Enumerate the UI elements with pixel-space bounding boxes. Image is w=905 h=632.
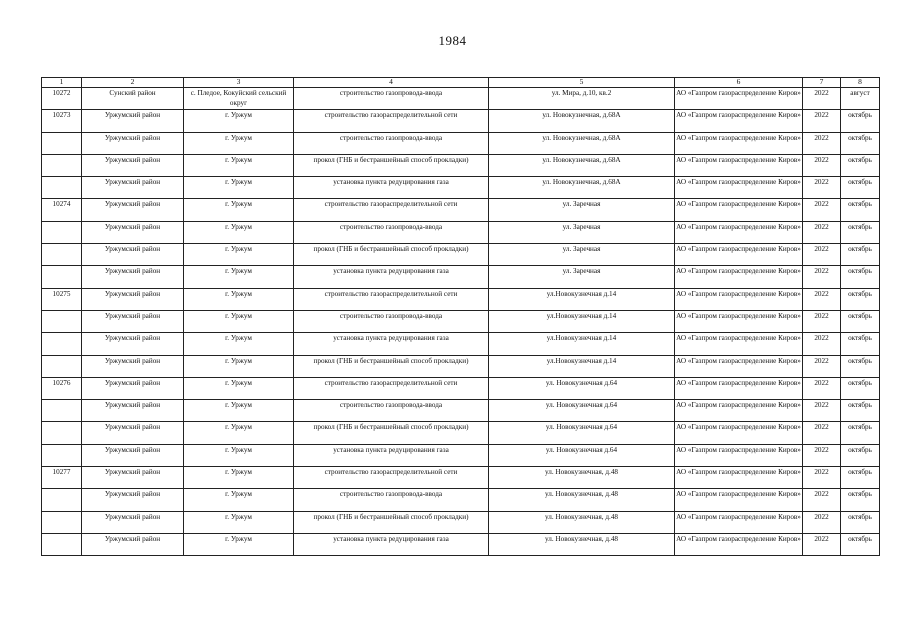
cell-address: ул. Новокузнечная, д.48 — [489, 489, 675, 511]
cell-number — [42, 310, 82, 332]
cell-month: октябрь — [841, 355, 880, 377]
cell-address: ул. Новокузнечная, д.68А — [489, 110, 675, 132]
cell-address: ул.Новокузнечная д.14 — [489, 355, 675, 377]
cell-work-type: прокол (ГНБ и бестраншейный способ прокладки) — [294, 244, 489, 266]
cell-number — [42, 333, 82, 355]
cell-work-type: прокол (ГНБ и бестраншейный способ прокладки) — [294, 422, 489, 444]
cell-locality: с. Пледое, Кокуйский сельский округ — [184, 88, 294, 110]
cell-organization: АО «Газпром газораспределение Киров» — [675, 467, 803, 489]
cell-number: 10272 — [42, 88, 82, 110]
cell-month: октябрь — [841, 154, 880, 176]
cell-district: Уржумский район — [82, 177, 184, 199]
table-row — [42, 110, 880, 132]
cell-number — [42, 154, 82, 176]
column-header-8: 8 — [841, 78, 880, 88]
column-header-2: 2 — [82, 78, 184, 88]
table-row — [42, 132, 880, 154]
cell-address: ул. Новокузнечная, д.68А — [489, 154, 675, 176]
cell-organization: АО «Газпром газораспределение Киров» — [675, 110, 803, 132]
column-header-5: 5 — [489, 78, 675, 88]
cell-district: Уржумский район — [82, 533, 184, 555]
cell-locality: г. Уржум — [184, 244, 294, 266]
cell-address: ул. Новокузнечная, д.68А — [489, 132, 675, 154]
cell-locality: г. Уржум — [184, 489, 294, 511]
cell-work-type: установка пункта редуцирования газа — [294, 333, 489, 355]
cell-year: 2022 — [803, 199, 841, 221]
cell-month: октябрь — [841, 221, 880, 243]
cell-number — [42, 400, 82, 422]
cell-organization: АО «Газпром газораспределение Киров» — [675, 333, 803, 355]
cell-year: 2022 — [803, 110, 841, 132]
cell-district: Уржумский район — [82, 310, 184, 332]
cell-year: 2022 — [803, 400, 841, 422]
cell-year: 2022 — [803, 244, 841, 266]
cell-work-type: установка пункта редуцирования газа — [294, 266, 489, 288]
cell-work-type: строительство газораспределительной сети — [294, 199, 489, 221]
table-row — [42, 444, 880, 466]
cell-number — [42, 132, 82, 154]
cell-number — [42, 244, 82, 266]
cell-year: 2022 — [803, 511, 841, 533]
cell-work-type: прокол (ГНБ и бестраншейный способ прокладки) — [294, 355, 489, 377]
cell-month: октябрь — [841, 132, 880, 154]
cell-district: Уржумский район — [82, 288, 184, 310]
cell-year: 2022 — [803, 132, 841, 154]
cell-work-type: прокол (ГНБ и бестраншейный способ прокладки) — [294, 154, 489, 176]
cell-organization: АО «Газпром газораспределение Киров» — [675, 221, 803, 243]
column-header-4: 4 — [294, 78, 489, 88]
cell-number — [42, 221, 82, 243]
table-row — [42, 154, 880, 176]
cell-district: Уржумский район — [82, 422, 184, 444]
cell-district: Уржумский район — [82, 467, 184, 489]
cell-work-type: строительство газораспределительной сети — [294, 467, 489, 489]
table-row — [42, 88, 880, 110]
cell-address: ул.Новокузнечная д.14 — [489, 310, 675, 332]
cell-organization: АО «Газпром газораспределение Киров» — [675, 489, 803, 511]
cell-month: октябрь — [841, 444, 880, 466]
cell-district: Уржумский район — [82, 132, 184, 154]
cell-number: 10273 — [42, 110, 82, 132]
cell-locality: г. Уржум — [184, 511, 294, 533]
cell-month: октябрь — [841, 244, 880, 266]
cell-organization: АО «Газпром газораспределение Киров» — [675, 177, 803, 199]
works-table — [41, 77, 880, 556]
cell-month: октябрь — [841, 177, 880, 199]
cell-number — [42, 422, 82, 444]
cell-district: Уржумский район — [82, 221, 184, 243]
cell-address: ул. Мира, д.10, кв.2 — [489, 88, 675, 110]
cell-organization: АО «Газпром газораспределение Киров» — [675, 400, 803, 422]
cell-organization: АО «Газпром газораспределение Киров» — [675, 422, 803, 444]
cell-number — [42, 177, 82, 199]
cell-month: октябрь — [841, 467, 880, 489]
cell-month: октябрь — [841, 199, 880, 221]
table-row — [42, 511, 880, 533]
cell-year: 2022 — [803, 467, 841, 489]
cell-number: 10276 — [42, 377, 82, 399]
cell-work-type: строительство газораспределительной сети — [294, 377, 489, 399]
cell-organization: АО «Газпром газораспределение Киров» — [675, 533, 803, 555]
table-row — [42, 310, 880, 332]
table-row — [42, 355, 880, 377]
cell-district: Уржумский район — [82, 110, 184, 132]
cell-number — [42, 444, 82, 466]
cell-district: Уржумский район — [82, 333, 184, 355]
cell-year: 2022 — [803, 533, 841, 555]
cell-locality: г. Уржум — [184, 467, 294, 489]
cell-number: 10274 — [42, 199, 82, 221]
cell-number — [42, 266, 82, 288]
cell-month: октябрь — [841, 422, 880, 444]
cell-organization: АО «Газпром газораспределение Киров» — [675, 132, 803, 154]
cell-address: ул. Заречная — [489, 221, 675, 243]
cell-work-type: строительство газопровода-ввода — [294, 489, 489, 511]
cell-year: 2022 — [803, 444, 841, 466]
cell-work-type: строительство газопровода-ввода — [294, 88, 489, 110]
cell-district: Уржумский район — [82, 400, 184, 422]
cell-organization: АО «Газпром газораспределение Киров» — [675, 310, 803, 332]
cell-address: ул. Новокузнечная д.64 — [489, 422, 675, 444]
column-header-7: 7 — [803, 78, 841, 88]
cell-locality: г. Уржум — [184, 132, 294, 154]
column-header-3: 3 — [184, 78, 294, 88]
cell-address: ул.Новокузнечная д.14 — [489, 288, 675, 310]
table-row — [42, 377, 880, 399]
cell-address: ул. Новокузнечная, д.68А — [489, 177, 675, 199]
cell-year: 2022 — [803, 489, 841, 511]
table-header-row — [42, 78, 880, 88]
cell-month: октябрь — [841, 110, 880, 132]
cell-locality: г. Уржум — [184, 400, 294, 422]
cell-month: октябрь — [841, 400, 880, 422]
cell-year: 2022 — [803, 377, 841, 399]
cell-year: 2022 — [803, 154, 841, 176]
table-row — [42, 177, 880, 199]
cell-locality: г. Уржум — [184, 355, 294, 377]
cell-address: ул. Новокузнечная д.64 — [489, 444, 675, 466]
table-row — [42, 199, 880, 221]
cell-work-type: строительство газораспределительной сети — [294, 110, 489, 132]
cell-district: Сунский район — [82, 88, 184, 110]
cell-district: Уржумский район — [82, 511, 184, 533]
cell-year: 2022 — [803, 355, 841, 377]
cell-address: ул. Новокузнечная, д.48 — [489, 511, 675, 533]
cell-organization: АО «Газпром газораспределение Киров» — [675, 244, 803, 266]
table-row — [42, 244, 880, 266]
cell-address: ул. Заречная — [489, 199, 675, 221]
cell-district: Уржумский район — [82, 266, 184, 288]
cell-month: октябрь — [841, 489, 880, 511]
cell-year: 2022 — [803, 266, 841, 288]
cell-number — [42, 533, 82, 555]
table-row — [42, 489, 880, 511]
cell-year: 2022 — [803, 333, 841, 355]
table-row — [42, 333, 880, 355]
table-row — [42, 422, 880, 444]
column-header-1: 1 — [42, 78, 82, 88]
cell-district: Уржумский район — [82, 355, 184, 377]
cell-locality: г. Уржум — [184, 533, 294, 555]
cell-address: ул.Новокузнечная д.14 — [489, 333, 675, 355]
cell-organization: АО «Газпром газораспределение Киров» — [675, 199, 803, 221]
cell-month: октябрь — [841, 288, 880, 310]
cell-locality: г. Уржум — [184, 177, 294, 199]
cell-locality: г. Уржум — [184, 310, 294, 332]
table-row — [42, 221, 880, 243]
table-row — [42, 467, 880, 489]
cell-district: Уржумский район — [82, 489, 184, 511]
table-row — [42, 533, 880, 555]
cell-work-type: строительство газопровода-ввода — [294, 221, 489, 243]
cell-organization: АО «Газпром газораспределение Киров» — [675, 444, 803, 466]
cell-organization: АО «Газпром газораспределение Киров» — [675, 355, 803, 377]
cell-district: Уржумский район — [82, 377, 184, 399]
table-row — [42, 288, 880, 310]
cell-address: ул. Заречная — [489, 266, 675, 288]
cell-district: Уржумский район — [82, 444, 184, 466]
cell-month: август — [841, 88, 880, 110]
table-body — [42, 88, 880, 556]
cell-organization: АО «Газпром газораспределение Киров» — [675, 154, 803, 176]
cell-year: 2022 — [803, 310, 841, 332]
cell-locality: г. Уржум — [184, 377, 294, 399]
cell-work-type: установка пункта редуцирования газа — [294, 177, 489, 199]
cell-month: октябрь — [841, 266, 880, 288]
cell-work-type: установка пункта редуцирования газа — [294, 444, 489, 466]
table-row — [42, 400, 880, 422]
cell-address: ул. Новокузнечная д.64 — [489, 400, 675, 422]
cell-locality: г. Уржум — [184, 444, 294, 466]
cell-number — [42, 355, 82, 377]
cell-locality: г. Уржум — [184, 288, 294, 310]
cell-year: 2022 — [803, 177, 841, 199]
page-number: 1984 — [438, 33, 467, 48]
cell-work-type: установка пункта редуцирования газа — [294, 533, 489, 555]
cell-work-type: прокол (ГНБ и бестраншейный способ прокладки) — [294, 511, 489, 533]
cell-month: октябрь — [841, 377, 880, 399]
cell-number: 10275 — [42, 288, 82, 310]
cell-locality: г. Уржум — [184, 333, 294, 355]
table-row — [42, 266, 880, 288]
cell-locality: г. Уржум — [184, 110, 294, 132]
cell-locality: г. Уржум — [184, 422, 294, 444]
cell-work-type: строительство газопровода-ввода — [294, 310, 489, 332]
cell-year: 2022 — [803, 221, 841, 243]
cell-district: Уржумский район — [82, 154, 184, 176]
cell-district: Уржумский район — [82, 244, 184, 266]
cell-year: 2022 — [803, 288, 841, 310]
cell-organization: АО «Газпром газораспределение Киров» — [675, 288, 803, 310]
cell-district: Уржумский район — [82, 199, 184, 221]
cell-work-type: строительство газопровода-ввода — [294, 400, 489, 422]
cell-month: октябрь — [841, 511, 880, 533]
cell-organization: АО «Газпром газораспределение Киров» — [675, 377, 803, 399]
column-header-6: 6 — [675, 78, 803, 88]
cell-year: 2022 — [803, 88, 841, 110]
cell-number: 10277 — [42, 467, 82, 489]
cell-number — [42, 511, 82, 533]
cell-address: ул. Новокузнечная, д.48 — [489, 533, 675, 555]
cell-work-type: строительство газопровода-ввода — [294, 132, 489, 154]
cell-address: ул. Новокузнечная д.64 — [489, 377, 675, 399]
cell-number — [42, 489, 82, 511]
cell-locality: г. Уржум — [184, 221, 294, 243]
cell-month: октябрь — [841, 310, 880, 332]
cell-locality: г. Уржум — [184, 154, 294, 176]
cell-organization: АО «Газпром газораспределение Киров» — [675, 88, 803, 110]
cell-address: ул. Новокузнечная, д.48 — [489, 467, 675, 489]
cell-work-type: строительство газораспределительной сети — [294, 288, 489, 310]
cell-locality: г. Уржум — [184, 266, 294, 288]
cell-year: 2022 — [803, 422, 841, 444]
cell-month: октябрь — [841, 533, 880, 555]
cell-locality: г. Уржум — [184, 199, 294, 221]
cell-address: ул. Заречная — [489, 244, 675, 266]
cell-month: октябрь — [841, 333, 880, 355]
cell-organization: АО «Газпром газораспределение Киров» — [675, 511, 803, 533]
cell-organization: АО «Газпром газораспределение Киров» — [675, 266, 803, 288]
